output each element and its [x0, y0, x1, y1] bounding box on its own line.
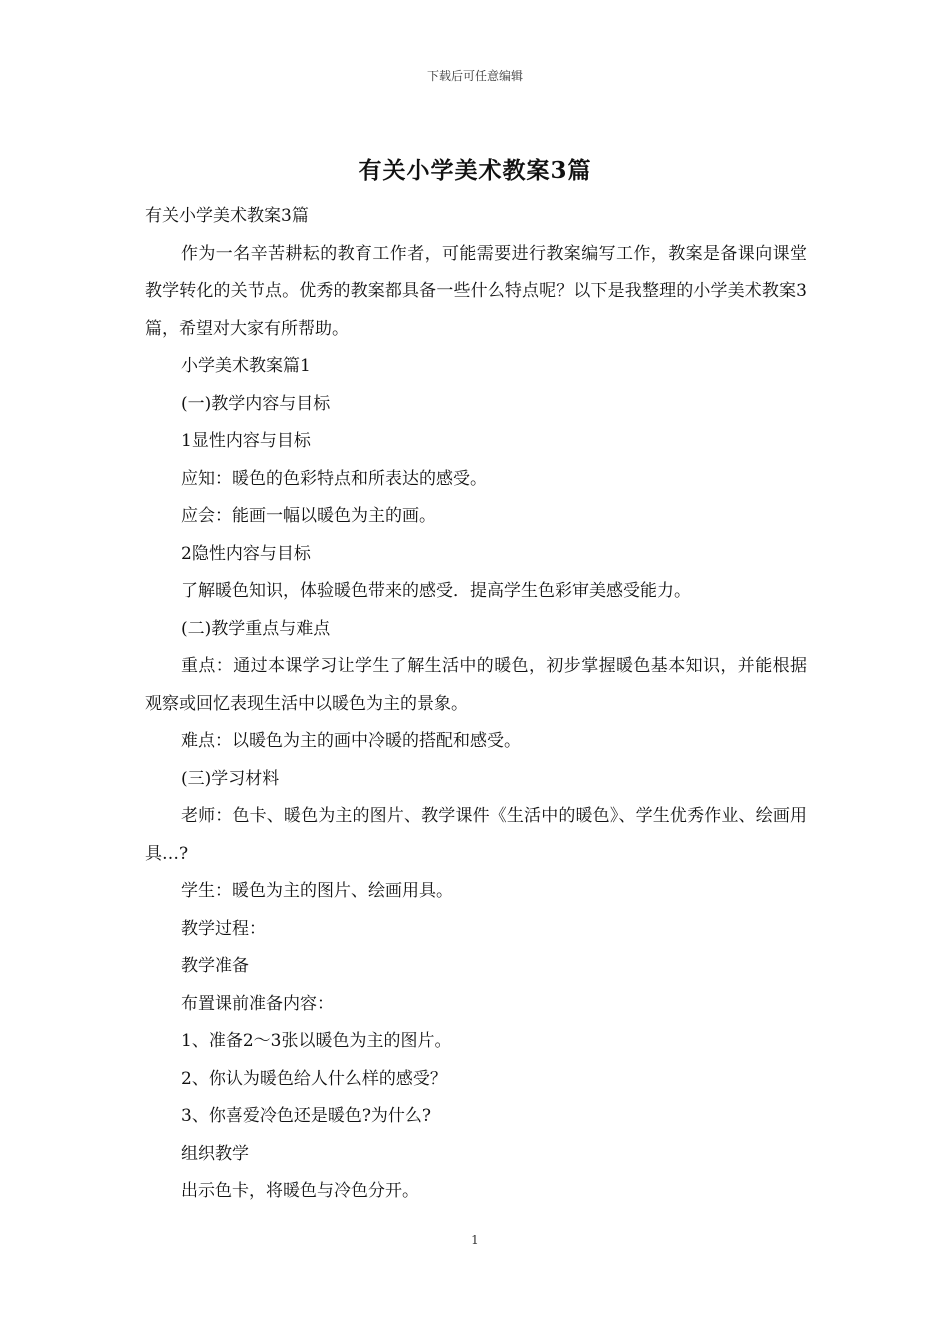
page-number: 1 — [471, 1233, 479, 1247]
document-title: 有关小学美术教案3篇 — [358, 157, 592, 184]
list-item: 应会：能画一幅以暖色为主的画。 — [181, 506, 436, 526]
paragraph-materials: 老师：色卡、暖色为主的图片、教学课件《生活中的暖色》、学生优秀作业、绘画用具…? — [145, 806, 807, 864]
list-item: 出示色卡，将暖色与冷色分开。 — [181, 1181, 419, 1201]
list-item: 布置课前准备内容： — [181, 993, 334, 1014]
list-item: 学生：暖色为主的图片、绘画用具。 — [181, 881, 453, 901]
list-item: 1显性内容与目标 — [181, 431, 311, 451]
list-item: 教学过程： — [181, 918, 266, 939]
list-item: 应知：暖色的色彩特点和所表达的感受。 — [181, 468, 487, 489]
subsection-heading: (一)教学内容与目标 — [181, 393, 331, 414]
list-item: 了解暖色知识，体验暖色带来的感受．提高学生色彩审美感受能力。 — [181, 581, 691, 601]
list-item: 组织教学 — [181, 1143, 249, 1164]
list-item: 1、准备2～3张以暖色为主的图片。 — [181, 1031, 452, 1051]
list-item: 2、你认为暖色给人什么样的感受？ — [181, 1068, 447, 1089]
subsection-heading: (二)教学重点与难点 — [181, 618, 331, 639]
document-body — [145, 198, 807, 1211]
section-heading: 小学美术教案篇1 — [181, 356, 311, 376]
document-subtitle: 有关小学美术教案3篇 — [145, 206, 309, 226]
list-item: 难点：以暖色为主的画中冷暖的搭配和感受。 — [181, 731, 521, 751]
list-item: 教学准备 — [181, 956, 249, 976]
page-header: 下载后可任意编辑 — [426, 69, 523, 83]
subsection-heading: (三)学习材料 — [181, 768, 280, 789]
list-item: 3、你喜爱冷色还是暖色?为什么? — [181, 1106, 432, 1126]
paragraph-intro: 作为一名辛苦耕耘的教育工作者，可能需要进行教案编写工作，教案是备课向课堂教学转化的关节点。优秀的教案都具备一些什么特点呢？以下是我整理的小学美术教案3篇，希望对大家有所帮助。 — [145, 243, 807, 339]
list-item: 2隐性内容与目标 — [181, 543, 311, 564]
paragraph-key-point: 重点：通过本课学习让学生了解生活中的暖色，初步掌握暖色基本知识，并能根据观察或回忆表现生活中以暖色为主的景象。 — [145, 656, 807, 714]
